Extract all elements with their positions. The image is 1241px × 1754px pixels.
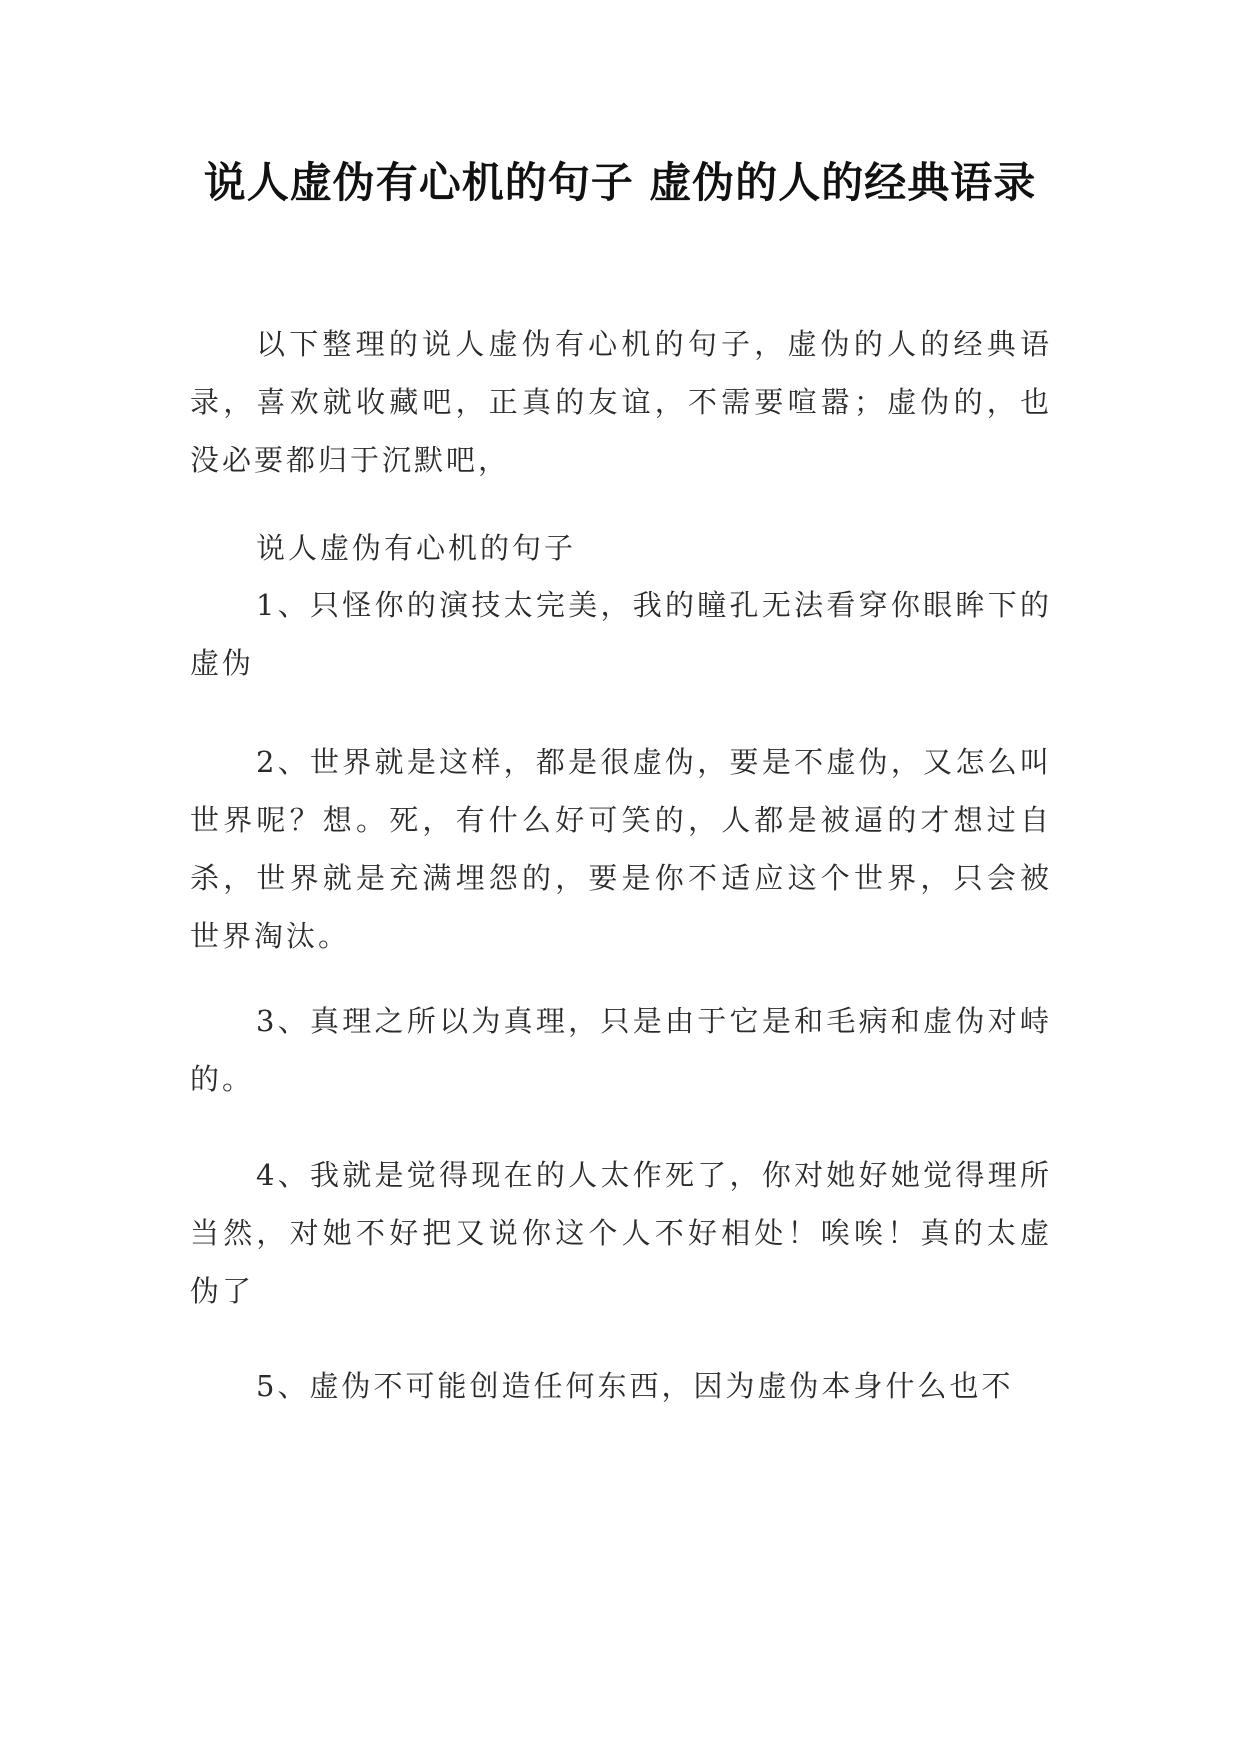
list-item: 4、我就是觉得现在的人太作死了，你对她好她觉得理所当然，对她不好把又说你这个人不好相处！唉唉！真的太虚伪了 — [190, 1158, 1052, 1308]
list-item: 2、世界就是这样，都是很虚伪，要是不虚伪，又怎么叫世界呢？想。死，有什么好可笑的，人都是被逼的才想过自杀，世界就是充满埋怨的，要是你不适应这个世界，只会被世界淘汰。 — [190, 745, 1052, 953]
section-heading: 说人虚伪有心机的句子 — [256, 531, 577, 565]
list-item: 5、虚伪不可能创造任何东西，因为虚伪本身什么也不 — [256, 1369, 1014, 1403]
intro-paragraph: 以下整理的说人虚伪有心机的句子，虚伪的人的经典语录，喜欢就收藏吧，正真的友谊，不需要喧嚣；虚伪的，也没必要都归于沉默吧， — [190, 327, 1052, 477]
list-item: 1、只怪你的演技太完美，我的瞳孔无法看穿你眼眸下的虚伪 — [190, 588, 1052, 680]
document-title: 说人虚伪有心机的句子 虚伪的人的经典语录 — [203, 158, 1037, 207]
list-item: 3、真理之所以为真理，只是由于它是和毛病和虚伪对峙的。 — [190, 1004, 1052, 1096]
